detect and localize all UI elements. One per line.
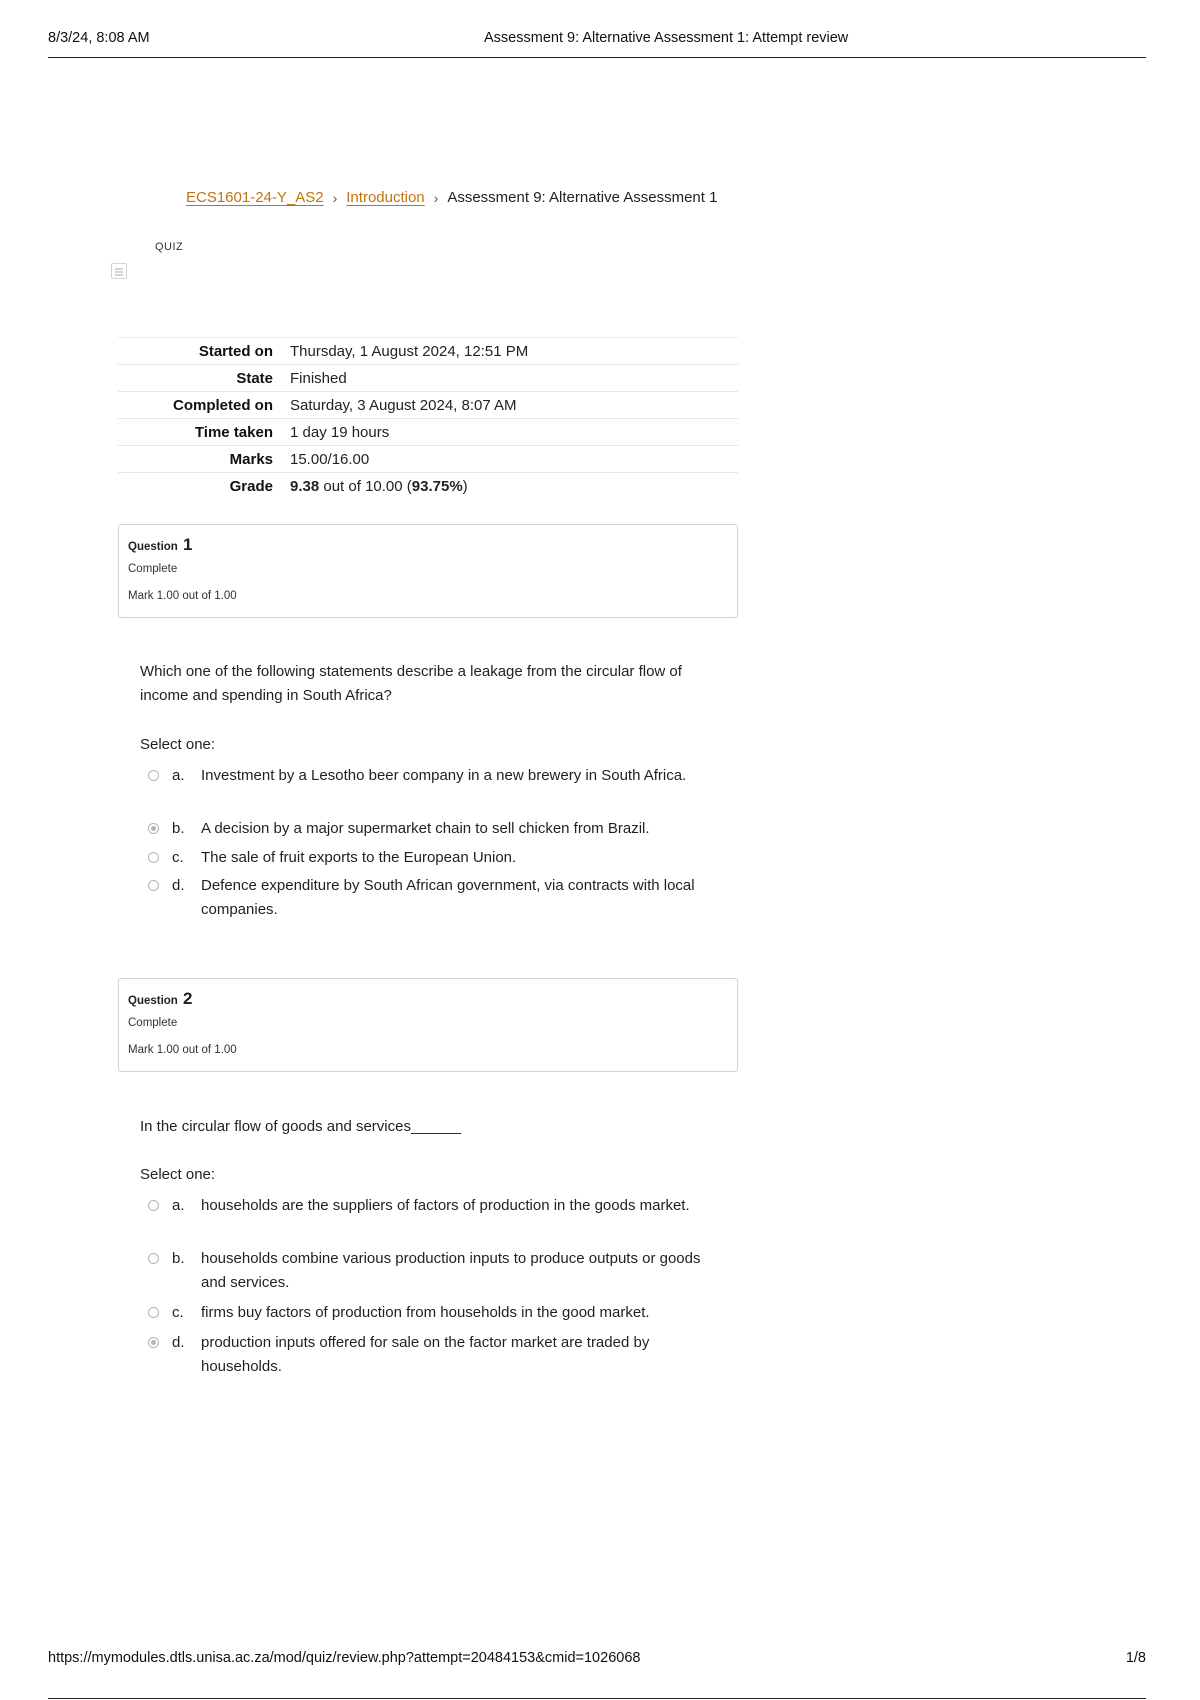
question-number: Question 1 — [128, 535, 193, 554]
summary-row-grade — [118, 473, 738, 500]
question-text: In the circular flow of goods and services______ — [140, 1118, 462, 1135]
chevron-right-icon: › — [332, 189, 338, 206]
breadcrumb-course-link[interactable]: ECS1601-24-Y_AS2 — [186, 189, 324, 206]
summary-label: State — [118, 365, 290, 392]
answer-option[interactable] — [148, 846, 708, 874]
print-date: 8/3/24, 8:08 AM — [48, 30, 150, 46]
chevron-right-icon: › — [433, 189, 439, 206]
radio-button[interactable] — [148, 852, 159, 863]
summary-row — [118, 365, 738, 392]
select-one-prompt: Select one: — [140, 1166, 216, 1183]
grade-percent: 93.75% — [411, 477, 463, 495]
question-mark: Mark 1.00 out of 1.00 — [128, 590, 237, 602]
answer-text: firms buy factors of production from households in the good market. — [201, 1304, 650, 1321]
answer-letter: b. — [172, 1250, 185, 1267]
breadcrumb-current: Assessment 9: Alternative Assessment 1 — [447, 189, 718, 206]
radio-button[interactable] — [148, 770, 159, 781]
summary-row — [118, 446, 738, 473]
summary-label: Time taken — [118, 419, 290, 446]
answer-option[interactable] — [148, 1194, 708, 1247]
print-page-title: Assessment 9: Alternative Assessment 1: Attempt review — [484, 30, 849, 46]
summary-label: Started on — [118, 338, 290, 365]
question-mark: Mark 1.00 out of 1.00 — [128, 1044, 237, 1056]
question-info-box — [118, 978, 738, 1072]
radio-button[interactable] — [148, 880, 159, 891]
summary-value: Saturday, 3 August 2024, 8:07 AM — [290, 392, 738, 419]
answer-letter: c. — [172, 849, 184, 866]
summary-value: 1 day 19 hours — [290, 419, 738, 446]
question-state: Complete — [128, 563, 178, 575]
summary-row — [118, 419, 738, 446]
print-header — [48, 30, 1146, 58]
print-footer — [48, 1650, 1146, 1699]
answer-text: A decision by a major supermarket chain to sell chicken from Brazil. — [201, 820, 650, 837]
attempt-summary-table — [118, 337, 738, 499]
answer-option[interactable] — [148, 817, 708, 846]
breadcrumb-section-link[interactable]: Introduction — [346, 189, 425, 206]
answer-option[interactable] — [148, 874, 708, 924]
page-number: 1/8 — [1125, 1650, 1146, 1666]
summary-label: Marks — [118, 446, 290, 473]
question-info-box — [118, 524, 738, 618]
answer-text: production inputs offered for sale on the factor market are traded by households. — [201, 1334, 650, 1375]
answer-letter: a. — [172, 1197, 185, 1214]
answer-text: Investment by a Lesotho beer company in a new brewery in South Africa. — [201, 767, 687, 784]
breadcrumb — [186, 189, 717, 206]
summary-row — [118, 392, 738, 419]
answer-option[interactable] — [148, 1247, 708, 1301]
summary-label: Completed on — [118, 392, 290, 419]
answer-option[interactable] — [148, 1301, 708, 1331]
summary-value: Thursday, 1 August 2024, 12:51 PM — [290, 338, 738, 365]
answer-option[interactable] — [148, 1331, 708, 1381]
select-one-prompt: Select one: — [140, 736, 216, 753]
grade-close-paren: ) — [462, 477, 468, 495]
radio-button[interactable] — [148, 1253, 159, 1264]
question-text: Which one of the following statements describe a leakage from the circular flow of income and spending in South Africa? — [140, 663, 682, 704]
answer-text: The sale of fruit exports to the European Union. — [201, 849, 517, 866]
grade-out-of: out of 10.00 ( — [319, 477, 412, 495]
grade-value — [290, 473, 738, 500]
answer-list — [148, 764, 708, 924]
question-number: Question 2 — [128, 989, 193, 1008]
radio-button[interactable] — [148, 823, 159, 834]
answer-letter: a. — [172, 767, 185, 784]
question-state: Complete — [128, 1017, 178, 1029]
summary-row — [118, 338, 738, 365]
summary-label: Grade — [118, 473, 290, 500]
activity-type-label: QUIZ — [155, 241, 184, 253]
answer-letter: d. — [172, 877, 185, 894]
radio-button[interactable] — [148, 1307, 159, 1318]
answer-letter: b. — [172, 820, 185, 837]
answer-text: households combine various production inputs to produce outputs or goods and services. — [201, 1250, 701, 1291]
summary-value: 15.00/16.00 — [290, 446, 738, 473]
summary-value: Finished — [290, 365, 738, 392]
grade-score: 9.38 — [290, 477, 320, 495]
answer-option[interactable] — [148, 764, 708, 817]
radio-button[interactable] — [148, 1337, 159, 1348]
answer-letter: c. — [172, 1304, 184, 1321]
quiz-icon — [111, 263, 127, 279]
answer-list — [148, 1194, 708, 1381]
print-url: https://mymodules.dtls.unisa.ac.za/mod/quiz/review.php?attempt=20484153&cmid=1026068 — [48, 1650, 641, 1666]
radio-button[interactable] — [148, 1200, 159, 1211]
answer-text: Defence expenditure by South African government, via contracts with local companies. — [201, 877, 695, 918]
answer-letter: d. — [172, 1334, 185, 1351]
answer-text: households are the suppliers of factors of production in the goods market. — [201, 1197, 690, 1214]
